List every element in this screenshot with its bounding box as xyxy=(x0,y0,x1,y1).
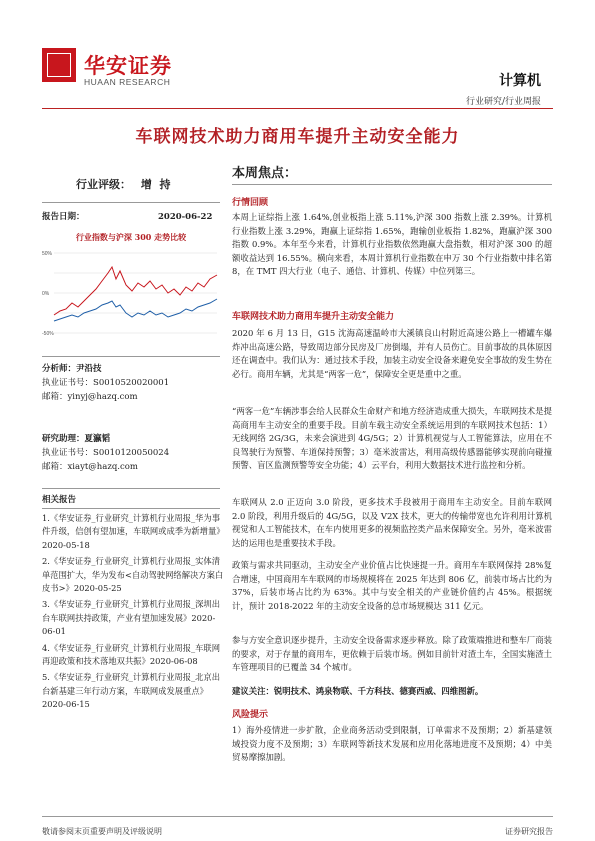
divider xyxy=(42,356,220,357)
industry-index-line xyxy=(54,267,217,315)
svg-text:50%: 50% xyxy=(42,251,53,257)
assistant-email[interactable]: 邮箱：xiayt@hazq.com xyxy=(42,462,138,472)
related-reports-list xyxy=(42,512,224,712)
analyst-license: 执业证书号：S0010520020001 xyxy=(42,378,170,388)
divider xyxy=(42,202,220,203)
assistant-block xyxy=(42,432,169,474)
chart-plot xyxy=(42,243,220,347)
logo-mark xyxy=(47,53,71,77)
analyst-label: 分析师： xyxy=(42,364,77,374)
chart-title: 行业指数与沪深 300 走势比较 xyxy=(75,232,187,242)
assistant-label: 研究助理： xyxy=(42,434,85,444)
footer-divider xyxy=(42,816,553,817)
date-label: 报告日期： xyxy=(42,212,85,222)
assistant-license: 执业证书号：S0010120050024 xyxy=(42,448,170,458)
analyst-name: 尹沿技 xyxy=(76,364,102,374)
sector-label: 计算机 xyxy=(499,73,541,89)
paragraph-3: 车联网从 2.0 正迈向 3.0 阶段，更多技术手段被用于商用车主动安全。目前车联网 2.0 阶段，利用升级后的 4G/5G，以及 V2X 技术，更大的传输带宽也允许利用计算机视觉和人工智能技术，在车内使用更多的视频监控类产品来保障安全。另外，毫米波雷达的运用也是重要技术手段。 xyxy=(232,497,552,548)
rating-label: 行业评级： xyxy=(76,178,131,191)
market-review-heading: 行情回顾 xyxy=(232,198,269,208)
header-divider xyxy=(42,108,553,109)
list-item[interactable]: 5.《华安证券_行业研究_计算机行业周报_北京出台新基建三年行动方案，车联网成发展重点》2020-06-15 xyxy=(42,672,221,710)
risk-text: 1）海外疫情进一步扩散，企业商务活动受到限制，订单需求不及预期；2）新基建领域投资力度不及预期；3）车联网等新技术发展和应用化落地进度不及预期；4）中美贸易摩擦加剧。 xyxy=(232,725,552,763)
index-chart xyxy=(42,232,220,350)
date-value: 2020-06-22 xyxy=(158,212,213,222)
report-type: 行业研究/行业周报 xyxy=(465,97,541,107)
hs300-index-line xyxy=(54,299,217,321)
logo-text-en: HUAAN RESEARCH xyxy=(84,77,171,87)
divider xyxy=(232,184,552,185)
rating-value: 增 持 xyxy=(140,178,171,191)
list-item[interactable]: 2.《华安证券_行业研究_计算机行业周报_实体清单范围扩大，华为发布<自动驾驶网络解决方案白皮书>》2020-05-25 xyxy=(42,556,224,594)
footer-disclaimer: 敬请参阅末页重要声明及评级说明 xyxy=(42,827,162,836)
industry-rating xyxy=(76,176,171,192)
svg-text:0%: 0% xyxy=(42,291,50,297)
suggestion: 建议关注：锐明技术、鸿泉物联、千方科技、德赛西威、四维图新。 xyxy=(232,686,484,696)
svg-text:-50%: -50% xyxy=(42,331,54,337)
analyst-email[interactable]: 邮箱：yinyj@hazq.com xyxy=(42,392,138,402)
risk-heading: 风险提示 xyxy=(232,710,269,720)
paragraph-4: 政策与需求共同驱动，主动安全产业价值占比快速提一升。商用车车联网保持 28%复合增速，中国商用车车联网的市场规模将在 2025 年达到 806 亿，前装市场占比约为 37%，后装市场占比约为 63%。其中与安全相关的产业链价值约占 45%。根据统计，预计 2018-2022 年的主动安全设备的总市场规模达 311 亿元。 xyxy=(232,560,552,611)
analyst-block xyxy=(42,362,169,404)
topic-heading: 车联网技术助力商用车提升主动安全能力 xyxy=(232,312,395,322)
paragraph-1: 2020 年 6 月 13 日，G15 沈海高速温岭市大溪镇良山村附近高速公路上一槽罐车爆炸冲出高速公路，导致周边部分民房及厂房倒塌，并有人员伤亡。目前事故的具体原因还在调查中。我们认为：通过技术手段，加装主动安全设备来避免安全事故的发生势在必行。商用车辆，尤其是“两客一危”，保障安全更是重中之重。 xyxy=(232,328,552,379)
logo-text-cn: 华安证券 xyxy=(84,53,172,78)
assistant-name: 夏瀛韬 xyxy=(84,434,111,444)
page-title: 车联网技术助力商用车提升主动安全能力 xyxy=(135,127,460,147)
paragraph-5: 参与方安全意识逐步提升，主动安全设备需求逐步释放。除了政策端推进和整车厂商装的要求，对于存量的商用车，更依赖于后装市场。例如目前针对渣土车，全国实施渣土车管理项目的已覆盖 34 个城市。 xyxy=(232,635,552,673)
market-review-text: 本周上证综指上涨 1.64%,创业板指上涨 5.11%,沪深 300 指数上涨 2.39%。计算机行业指数上涨 3.29%，跑赢上证综指 1.65%，跑输创业板指 1.82%，跑赢沪深 300 指数 0.9%。本年至今来看，计算机行业指数依然跑赢大盘指数，相对沪深 300 的超额收益达到 16.55%。横向来看，本周计算机行业指数在申万 30 个行业指数中排名第 8，在 TMT 四大行业（电子、通信、计算机、传媒）中位列第三。 xyxy=(232,212,552,277)
related-reports-title: 相关报告 xyxy=(42,495,77,505)
paragraph-2: “两客一危”车辆涉事会给人民群众生命财产和地方经济造成重大损失，车联网技术是提高商用车主动安全的重要手段。目前车载主动安全系统运用到的车联网技术包括：1）无线网络 2G/3G，未来会演进到 4G/5G；2）计算机视觉与人工智能算法，应用在不良驾驶行为预警、车道保持预警；3）毫米波雷达，利用高级传感器能够实现前向碰撞预警、盲区监测预警等安全功能；4）云平台，利用大数据技术进行监控和分析。 xyxy=(232,406,552,471)
list-item[interactable]: 3.《华安证券_行业研究_计算机行业周报_深圳出台车联网扶持政策，产业有望加速发展》2020-06-01 xyxy=(42,599,221,637)
divider xyxy=(42,508,220,509)
focus-title: 本周焦点： xyxy=(232,166,298,181)
list-item[interactable]: 4.《华安证券_行业研究_计算机行业周报_车联网再迎政策和技术落地双共振》2020-06-08 xyxy=(42,642,221,667)
list-item[interactable]: 1.《华安证券_行业研究_计算机行业周报_华为事件升级，信创有望加速，车联网或成季为新增量》2020-05-18 xyxy=(42,513,221,550)
footer-label: 证券研究报告 xyxy=(505,827,553,836)
divider xyxy=(42,488,220,489)
